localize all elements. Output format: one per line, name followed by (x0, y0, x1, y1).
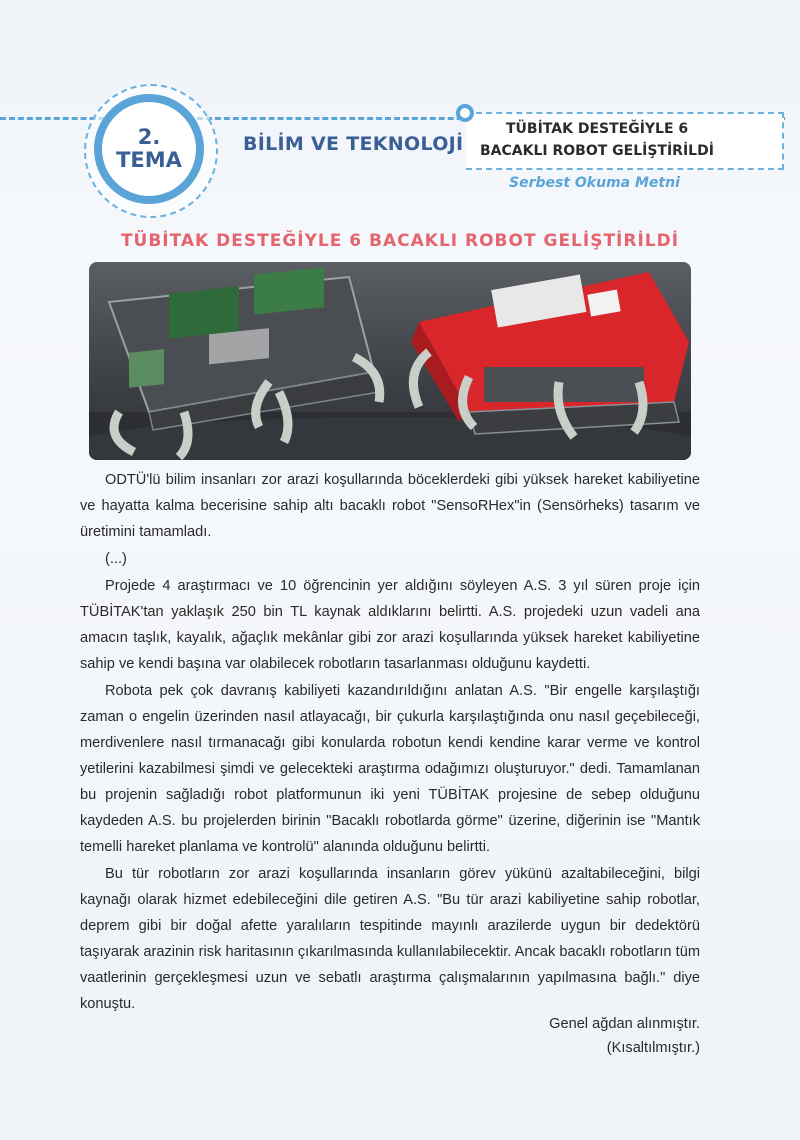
topic-dot-icon (456, 104, 474, 122)
paragraph-4: Robota pek çok davranış kabiliyeti kazandırıldığını anlatan A.S. "Bir engelle karşılaştığı zaman o engelin üzerinden nasıl atlayacağı, bir çukurla karşılaştığında onu nasıl geçebileceği, merdivenlere nasıl tırmanacağı gibi konularda robotun kendi kendine karar verme ve kontrol yetilerini kazabilmesi şimdi ve gelecekteki araştırma odağımızı oluşturuyor." dedi. Tamamlanan bu projenin sağladığı robot platformunun iki yeni TÜBİTAK projesine de sebep olduğunu kaydeden A.S. bu projelerden birinin "Bacaklı robotlarda görme" üzerine, diğerinin ise "Mantık temelli hareket planlama ve kontrolü" alanında olduğunu belirtti. (80, 683, 700, 855)
article-body (80, 467, 700, 1017)
reading-type-label: Serbest Okuma Metni (509, 175, 680, 191)
tema-label: TEMA (116, 148, 182, 172)
paragraph-3: Projede 4 araştırmacı ve 10 öğrencinin yer aldığını söyleyen A.S. 3 yıl süren proje için TÜBİTAK'tan yaklaşık 250 bin TL kaynak aldıklarını belirtti. A.S. projedeki uzun vadeli ana amacın taşlık, kayalık, ağaçlık mekânlar gibi zor arazi koşullarında yüksek hareket kabiliyetine sahip ve kendi başına var olabilecek robotların tasarlanması olduğunu kaydetti. (80, 578, 700, 672)
paragraph-2: (...) (105, 551, 127, 567)
source-line-1: Genel ağdan alınmıştır. (549, 1016, 700, 1032)
paragraph-5: Bu tür robotların zor arazi koşullarında insanların görev yükünü azaltabileceğini, bilgi kaynağı olarak hizmet edebileceğini dile getiren A.S. "Bu tür arazi kabiliyetine sahip robotlar, deprem gibi bir doğal afette yaralıların tespitinde mayınlı arazilerde uygun bir dedektörü taşıyarak arazinin risk haritasının çıkarılmasında kullanılabilecektir. Ancak bacaklı robotların tüm vaatlerinin gerçekleşmesi uzun ve sebatlı araştırma çalışmalarının yapılmasına bağlı." diye konuştu. (80, 866, 700, 1012)
article-title: TÜBİTAK DESTEĞİYLE 6 BACAKLI ROBOT GELİŞTİRİLDİ (120, 231, 680, 251)
topic-line-1: TÜBİTAK DESTEĞİYLE 6 (506, 121, 689, 137)
topic-title (480, 118, 780, 162)
paragraph-1: ODTÜ'lü bilim insanları zor arazi koşullarında böceklerdeki gibi yüksek hareket kabiliyetine ve hayatta kalma becerisine sahip altı bacaklı robot "SensoRHex"in (Sensörheks) tasarım ve üretimini tamamladı. (80, 472, 700, 540)
source-note (549, 1012, 700, 1060)
source-line-2: (Kısaltılmıştır.) (606, 1040, 700, 1056)
robot-photo-illustration (89, 262, 691, 460)
section-title: BİLİM VE TEKNOLOJİ (243, 133, 464, 155)
tema-badge (102, 102, 196, 196)
tema-number: 2. (137, 125, 161, 149)
topic-line-2: BACAKLI ROBOT GELİŞTİRİLDİ (480, 143, 714, 159)
robot-photo (89, 262, 691, 460)
